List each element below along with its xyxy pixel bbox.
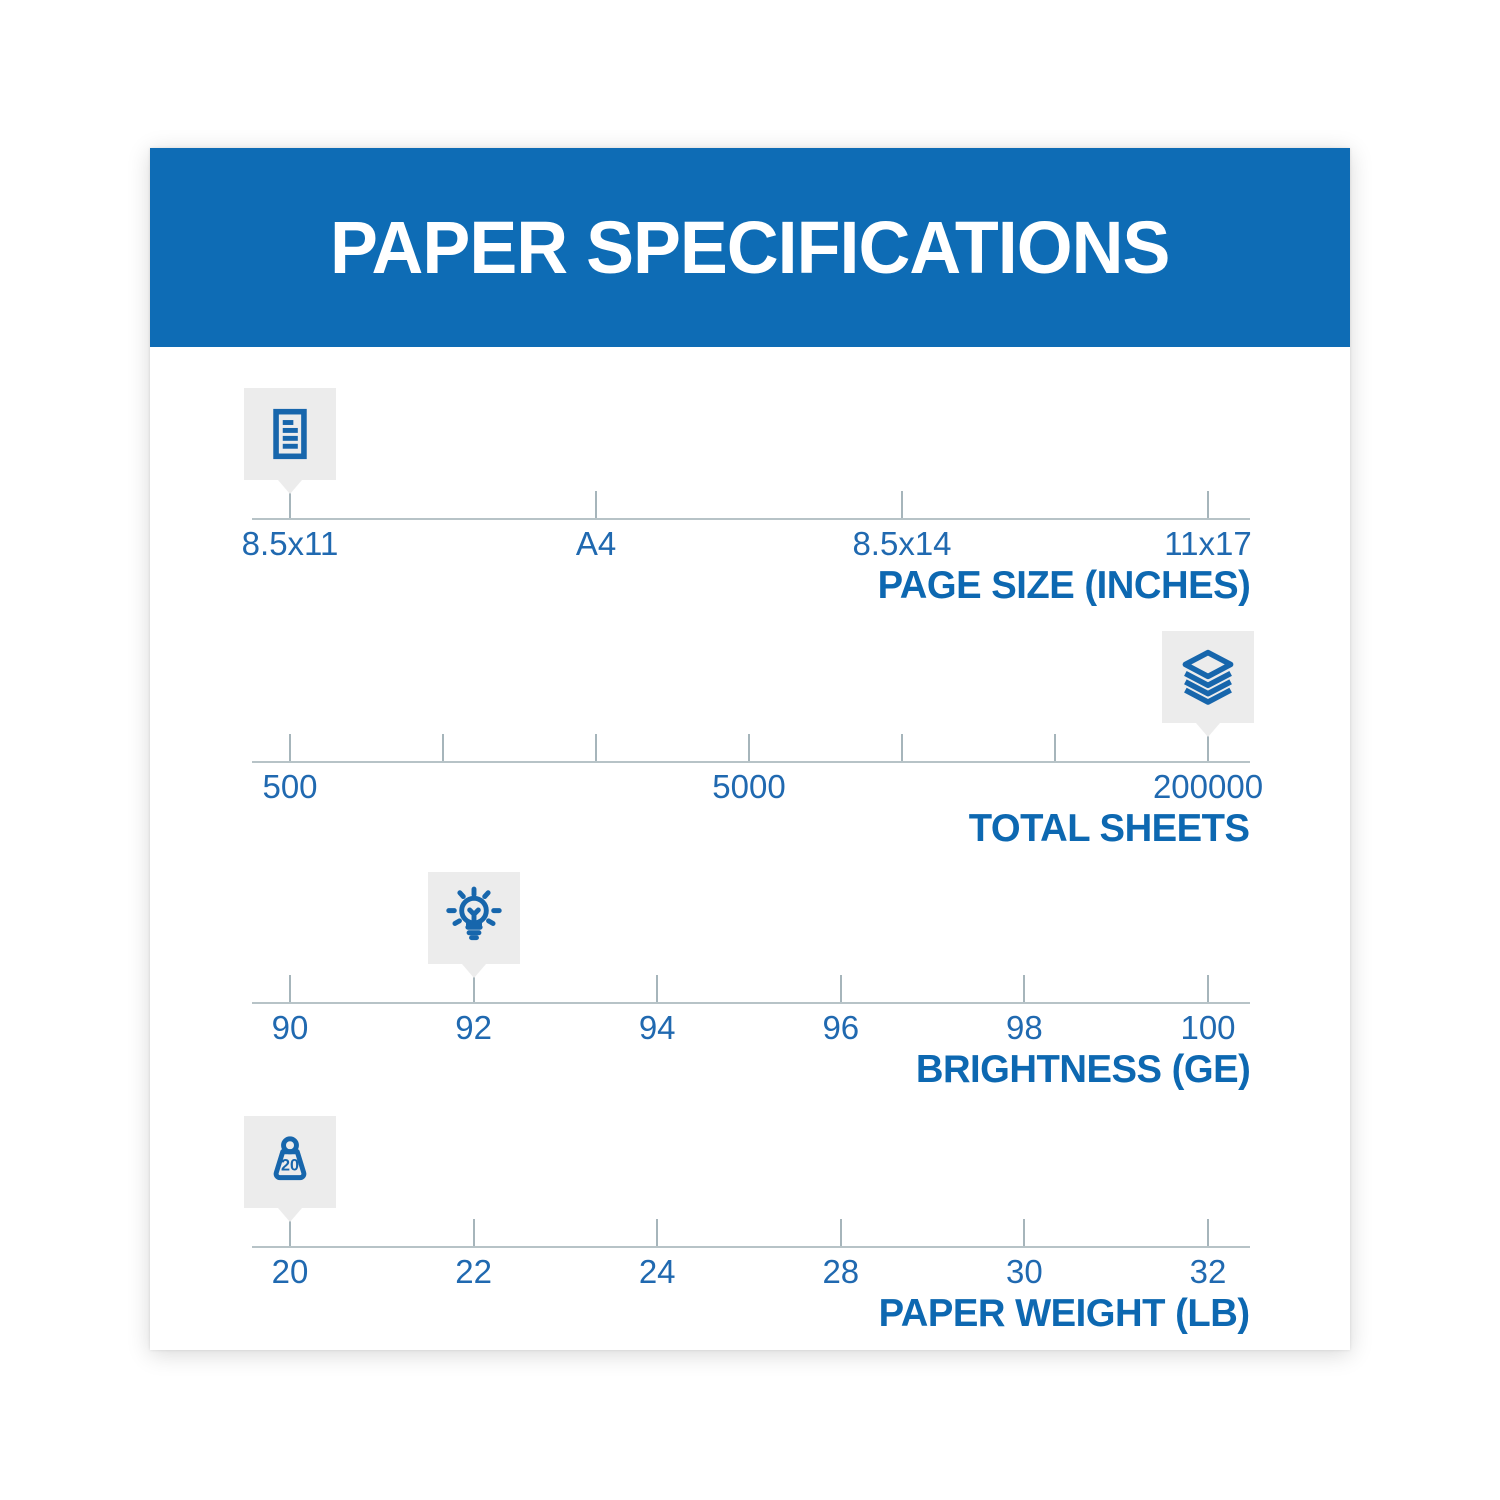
scale-title-page-size: PAGE SIZE (INCHES)	[877, 564, 1250, 607]
tick-label-brightness-5: 100	[1180, 1009, 1236, 1046]
tick-label-brightness-3: 96	[822, 1009, 860, 1046]
selected-value-marker-brightness	[428, 872, 520, 964]
tick-mark-total-sheets-2	[595, 734, 597, 761]
lightbulb-icon	[442, 886, 506, 950]
tick-mark-paper-weight-1	[473, 1219, 475, 1246]
header-banner	[150, 148, 1350, 347]
page-title: PAPER SPECIFICATIONS	[330, 206, 1170, 289]
document-page-icon	[261, 405, 319, 463]
selected-value-marker-paper-weight	[244, 1116, 336, 1208]
tick-mark-paper-weight-5	[1207, 1219, 1209, 1246]
tick-label-brightness-1: 92	[455, 1009, 492, 1046]
tick-label-page-size-1: A4	[575, 525, 617, 562]
tick-mark-paper-weight-3	[840, 1219, 842, 1246]
scale-line-total-sheets	[252, 761, 1250, 763]
tick-label-paper-weight-4: 30	[1006, 1253, 1043, 1290]
tick-mark-brightness-2	[656, 975, 658, 1002]
tick-mark-page-size-1	[595, 491, 597, 518]
tick-label-page-size-0: 8.5x11	[241, 525, 339, 562]
tick-label-paper-weight-0: 20	[271, 1253, 309, 1290]
tick-mark-total-sheets-4	[901, 734, 903, 761]
tick-mark-brightness-5	[1207, 975, 1209, 1002]
scale-title-brightness: BRIGHTNESS (GE)	[915, 1048, 1250, 1091]
tick-label-brightness-0: 90	[271, 1009, 309, 1046]
scale-title-paper-weight: PAPER WEIGHT (LB)	[878, 1292, 1250, 1335]
scale-line-page-size	[252, 518, 1250, 520]
tick-mark-total-sheets-1	[442, 734, 444, 761]
tick-mark-total-sheets-0	[289, 734, 291, 761]
tick-label-total-sheets-3: 5000	[712, 768, 786, 805]
tick-mark-total-sheets-3	[748, 734, 750, 761]
tick-mark-paper-weight-0	[289, 1219, 291, 1246]
spec-card	[150, 148, 1350, 1350]
tick-label-paper-weight-1: 22	[455, 1253, 492, 1290]
tick-mark-brightness-0	[289, 975, 291, 1002]
tick-mark-paper-weight-2	[656, 1219, 658, 1246]
tick-label-paper-weight-2: 24	[638, 1253, 676, 1290]
tick-label-total-sheets-6: 200000	[1152, 768, 1264, 805]
selected-value-marker-page-size	[244, 388, 336, 480]
tick-label-paper-weight-5: 32	[1189, 1253, 1227, 1290]
tick-mark-page-size-2	[901, 491, 903, 518]
weight-icon	[261, 1133, 319, 1191]
tick-mark-total-sheets-6	[1207, 734, 1209, 761]
tick-mark-page-size-3	[1207, 491, 1209, 518]
tick-mark-brightness-4	[1023, 975, 1025, 1002]
scale-line-paper-weight	[252, 1246, 1250, 1248]
tick-mark-paper-weight-4	[1023, 1219, 1025, 1246]
tick-mark-page-size-0	[289, 491, 291, 518]
paper-stack-icon	[1177, 646, 1239, 708]
tick-label-page-size-3: 11x17	[1164, 525, 1252, 562]
scale-title-total-sheets: TOTAL SHEETS	[969, 807, 1250, 850]
selected-value-marker-total-sheets	[1162, 631, 1254, 723]
tick-label-paper-weight-3: 28	[822, 1253, 860, 1290]
scale-line-brightness	[252, 1002, 1250, 1004]
tick-mark-brightness-3	[840, 975, 842, 1002]
tick-mark-brightness-1	[473, 975, 475, 1002]
tick-label-brightness-2: 94	[638, 1009, 676, 1046]
svg-text:20: 20	[281, 1156, 299, 1175]
tick-label-total-sheets-0: 500	[262, 768, 318, 805]
tick-label-page-size-2: 8.5x14	[852, 525, 952, 562]
tick-label-brightness-4: 98	[1006, 1009, 1043, 1046]
tick-mark-total-sheets-5	[1054, 734, 1056, 761]
